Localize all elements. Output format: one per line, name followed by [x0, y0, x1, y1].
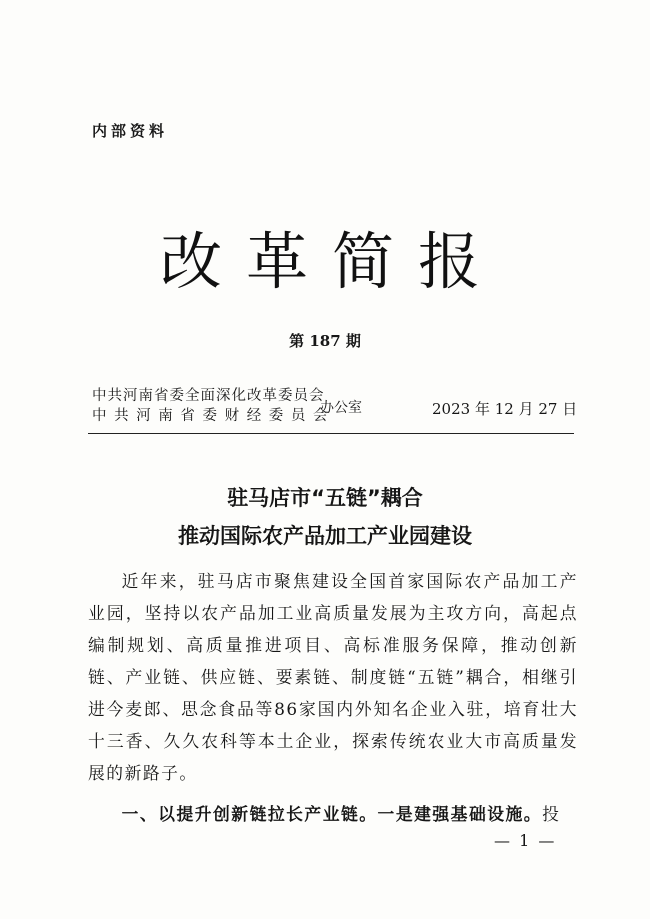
header-divider — [88, 433, 574, 434]
issue-date: 2023 年 12 月 27 日 — [432, 400, 578, 418]
issuer-block — [92, 386, 335, 426]
issuer-suffix: 办公室 — [320, 400, 362, 416]
page-number: — 1 — — [494, 831, 557, 850]
article-headline-line-1: 驻马店市“五链”耦合 — [227, 486, 423, 510]
bulletin-title: 改革简报 — [159, 225, 504, 298]
section-1-paragraph — [88, 798, 578, 830]
issue-number: 第 187 期 — [289, 332, 361, 350]
article-headline-line-2: 推动国际农产品加工产业园建设 — [178, 524, 472, 548]
body-paragraph: 近年来，驻马店市聚焦建设全国首家国际农产品加工产业园，坚持以农产品加工业高质量发展为主攻方向，高起点编制规划、高质量推进项目、高标准服务保障，推动创新链、产业链、供应链、要素链、制度链“五链”耦合，相继引进今麦郎、思念食品等86家国内外知名企业入驻，培育壮大十三香、久久农科等本土企业，探索传统农业大市高质量发展的新路子。 — [88, 571, 578, 783]
issuer-line-2: 中共河南省委财经委员会 — [92, 408, 336, 424]
section-1-text: 投 — [542, 804, 561, 824]
issuer-line-1: 中共河南省委全面深化改革委员会 — [92, 388, 325, 404]
section-1-heading: 一、以提升创新链拉长产业链。 — [121, 804, 378, 824]
section-1-subheading: 一是建强基础设施。 — [377, 804, 543, 824]
classification-label: 内部资料 — [92, 122, 169, 140]
